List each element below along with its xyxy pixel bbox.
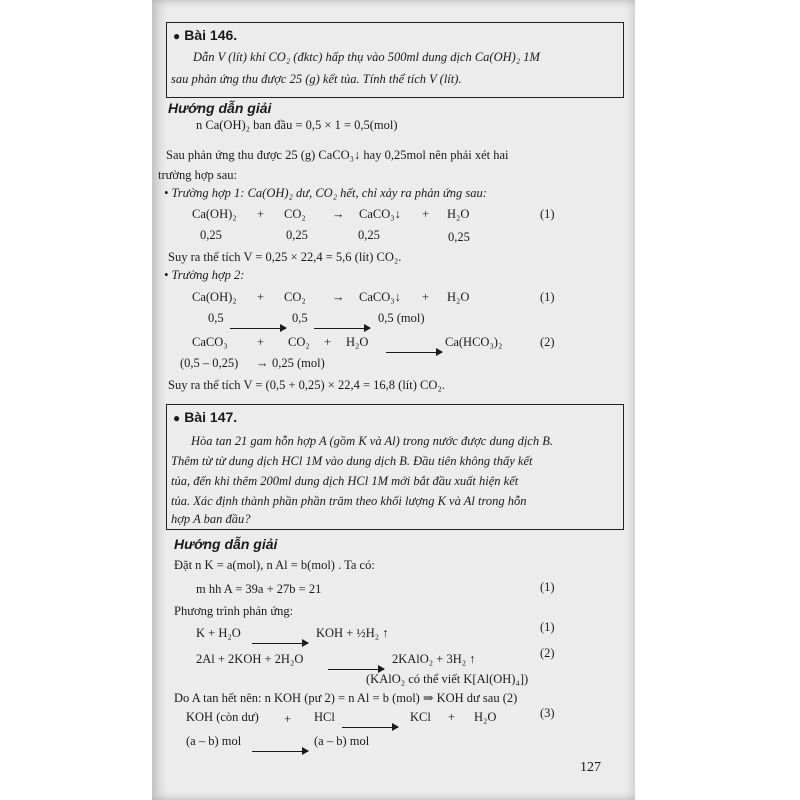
guide-147-mass-number: (1) bbox=[540, 580, 555, 594]
r3-val-arrow bbox=[252, 742, 308, 760]
c2-eq1-product-2: H₂O bbox=[447, 290, 470, 304]
c2-val1-3: 0,5 (mol) bbox=[378, 311, 425, 325]
r1-right: KOH + ½H₂ ↑ bbox=[316, 626, 389, 640]
r3-number: (3) bbox=[540, 706, 555, 720]
c2-eq1-arrow: → bbox=[332, 290, 345, 304]
r1-arrow bbox=[252, 634, 308, 652]
c1-val-3: 0,25 bbox=[358, 228, 380, 242]
r3-plus-2: + bbox=[448, 710, 456, 724]
problem-147-title: ● Bài 147. bbox=[173, 409, 237, 425]
case-1-label: • Trường hợp 1: Ca(OH)₂ dư, CO₂ hết, chỉ xảy ra phản ứng sau: bbox=[164, 186, 487, 201]
guide-146-intro-1: Sau phản ứng thu được 25 (g) CaCO₃↓ hay 0,25mol nên phải xét hai bbox=[166, 148, 509, 162]
guide-146-n-line: n Ca(OH)₂ ban đầu = 0,5 × 1 = 0,5(mol) bbox=[196, 118, 398, 132]
case-1-result: Suy ra thể tích V = 0,25 × 22,4 = 5,6 (lít) CO₂. bbox=[168, 250, 402, 264]
c2-eq1-plus-2: + bbox=[422, 290, 430, 304]
problem-147-line-1: Hòa tan 21 gam hỗn hợp A (gồm K và Al) trong nước được dung dịch B. bbox=[191, 434, 553, 448]
problem-147-line-5: hợp A ban đầu? bbox=[171, 512, 251, 526]
c2-val2-1: (0,5 – 0,25) bbox=[180, 356, 239, 370]
c1-eq-plus-2: + bbox=[422, 207, 430, 221]
c2-eq2-number: (2) bbox=[540, 335, 555, 349]
r2-note: (KAlO₂ có thể viết K[Al(OH)₄]) bbox=[366, 672, 529, 686]
c2-eq1-plus-1: + bbox=[257, 290, 265, 304]
guide-146-heading: Hướng dẫn giải bbox=[168, 100, 272, 116]
guide-147-heading: Hướng dẫn giải bbox=[174, 536, 278, 552]
c1-eq-reactant-2: CO₂ bbox=[284, 207, 306, 221]
c1-eq-plus-1: + bbox=[257, 207, 265, 221]
c1-eq-arrow: → bbox=[332, 207, 345, 221]
guide-147-mass-line: m hh A = 39a + 27b = 21 bbox=[196, 582, 322, 596]
r3-product-2: H₂O bbox=[474, 710, 497, 724]
guide-147-pt-label: Phương trình phản ứng: bbox=[174, 604, 294, 618]
c1-eq-number: (1) bbox=[540, 207, 555, 221]
c2-val1-1: 0,5 bbox=[208, 311, 224, 325]
r1-left: K + H₂O bbox=[196, 626, 241, 640]
c2-val1-2: 0,5 bbox=[292, 311, 308, 325]
c1-eq-reactant-1: Ca(OH)₂ bbox=[192, 207, 237, 221]
problem-146-line-1: Dẫn V (lít) khí CO₂ (đktc) hấp thụ vào 500ml dung dịch Ca(OH)₂ 1M bbox=[193, 50, 540, 64]
guide-147-set-line: Đặt n K = a(mol), n Al = b(mol) . Ta có: bbox=[174, 558, 375, 572]
problem-146-title: ● Bài 146. bbox=[173, 27, 237, 43]
r3-reactant-1: KOH (còn dư) bbox=[186, 710, 259, 724]
c2-eq2-plus-2: + bbox=[324, 335, 332, 349]
c1-eq-product-2: H₂O bbox=[447, 207, 470, 221]
case-2-label: • Trường hợp 2: bbox=[164, 268, 244, 283]
c2-eq2-reactant-1: CaCO₃ bbox=[192, 335, 228, 349]
problem-147-box bbox=[166, 404, 624, 530]
c2-eq1-product-1: CaCO₃↓ bbox=[359, 290, 401, 304]
r2-right: 2KAlO₂ + 3H₂ ↑ bbox=[392, 652, 476, 666]
c1-eq-product-1: CaCO₃↓ bbox=[359, 207, 401, 221]
r2-number: (2) bbox=[540, 646, 555, 660]
problem-147-line-2: Thêm từ từ dung dịch HCl 1M vào dung dịch B. Đầu tiên không thấy kết bbox=[171, 454, 533, 468]
c1-val-1: 0,25 bbox=[200, 228, 222, 242]
book-page bbox=[152, 0, 635, 800]
r1-number: (1) bbox=[540, 620, 555, 634]
c1-val-2: 0,25 bbox=[286, 228, 308, 242]
r3-val-2: (a – b) mol bbox=[314, 734, 370, 748]
case-2-result: Suy ra thể tích V = (0,5 + 0,25) × 22,4 = 16,8 (lít) CO₂. bbox=[168, 378, 445, 392]
problem-146-box bbox=[166, 22, 624, 98]
r2-left: 2Al + 2KOH + 2H₂O bbox=[196, 652, 304, 666]
problem-147-line-3: tủa, đến khi thêm 200ml dung dịch HCl 1M mới bắt đầu xuất hiện kết bbox=[171, 474, 519, 488]
guide-147-do-line: Do A tan hết nên: n KOH (pư 2) = n Al = b (mol) ⇒ KOH dư sau (2) bbox=[174, 691, 518, 705]
c1-val-4: 0,25 bbox=[448, 230, 470, 244]
c2-eq1-reactant-2: CO₂ bbox=[284, 290, 306, 304]
r3-product-1: KCl bbox=[410, 710, 431, 724]
c2-val2-arrow: → bbox=[256, 356, 269, 370]
c2-eq1-reactant-1: Ca(OH)₂ bbox=[192, 290, 237, 304]
r3-val-1: (a – b) mol bbox=[186, 734, 242, 748]
r3-plus-1: + bbox=[284, 712, 292, 726]
r3-reactant-2: HCl bbox=[314, 710, 335, 724]
c2-eq2-plus-1: + bbox=[257, 335, 265, 349]
c2-eq1-number: (1) bbox=[540, 290, 555, 304]
c2-val2-2: 0,25 (mol) bbox=[272, 356, 325, 370]
problem-146-line-2: sau phản ứng thu được 25 (g) kết tủa. Tính thể tích V (lít). bbox=[171, 72, 462, 86]
c2-eq2-reactant-2: CO₂ bbox=[288, 335, 310, 349]
page-number: 127 bbox=[580, 760, 601, 775]
c2-eq2-reactant-3: H₂O bbox=[346, 335, 369, 349]
c2-eq2-long-arrow bbox=[386, 343, 442, 361]
guide-146-intro-2: trường hợp sau: bbox=[158, 168, 238, 182]
c2-eq2-product: Ca(HCO₃)₂ bbox=[445, 335, 503, 349]
problem-147-line-4: tủa. Xác định thành phần phần trăm theo khối lượng K và Al trong hỗn bbox=[171, 494, 527, 508]
